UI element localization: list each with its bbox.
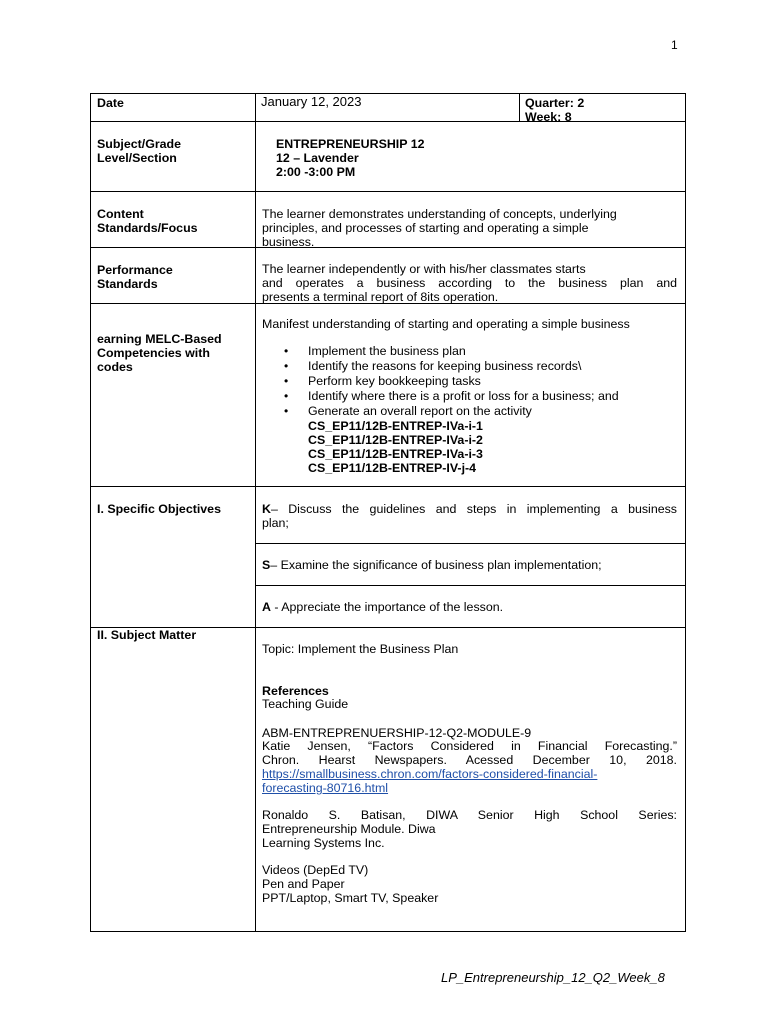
reference-link[interactable]: https://smallbusiness.chron.com/factors-considered-financial- (262, 767, 598, 781)
topic: Topic: Implement the Business Plan (262, 642, 459, 656)
row-divider (91, 121, 685, 122)
competency-code: CS_EP11/12B-ENTREP-IV-j-4 (308, 461, 477, 475)
list-item: • Implement the business plan (262, 344, 619, 359)
competency-code: CS_EP11/12B-ENTREP-IVa-i-1 (308, 419, 483, 433)
objectives-label: I. Specific Objectives (97, 502, 221, 516)
objective-k-text: – Discuss the guidelines and steps in implementing a business (270, 502, 677, 516)
quarter-value: Quarter: 2 (525, 96, 585, 110)
melc-label: codes (97, 360, 133, 374)
references-heading: References (262, 684, 329, 698)
content-standards-label: Content (97, 207, 144, 221)
row-divider (256, 543, 685, 544)
content-standards-text: principles, and processes of starting and operating a simple (262, 221, 589, 235)
material-item: PPT/Laptop, Smart TV, Speaker (262, 891, 439, 905)
melc-codes (308, 419, 483, 475)
reference-link[interactable]: forecasting-80716.html (262, 781, 389, 795)
lesson-plan-table (90, 93, 686, 932)
performance-standards-label: Performance (97, 263, 173, 277)
subject-matter-label: II. Subject Matter (97, 628, 197, 642)
content-standards-text: The learner demonstrates understanding of concepts, underlying (262, 207, 617, 221)
list-item: • Generate an overall report on the activity (262, 404, 619, 419)
page-number: 1 (671, 38, 678, 52)
row-divider (91, 247, 685, 248)
row-divider (91, 486, 685, 487)
melc-label: Competencies with (97, 346, 210, 360)
melc-intro: Manifest understanding of starting and operating a simple business (262, 317, 630, 331)
class-time: 2:00 -3:00 PM (276, 165, 356, 179)
performance-standards-label: Standards (97, 277, 158, 291)
melc-competency-list (262, 344, 619, 419)
objective-skill (262, 558, 602, 572)
objective-s-text: – Examine the significance of business plan implementation; (270, 558, 602, 572)
subject-label: Level/Section (97, 151, 177, 165)
teaching-guide: Teaching Guide (262, 697, 349, 711)
list-item: • Identify where there is a profit or loss for a business; and (262, 389, 619, 404)
date-value: January 12, 2023 (261, 94, 362, 109)
footer-filename: LP_Entrepreneurship_12_Q2_Week_8 (441, 970, 665, 985)
objective-a-prefix: A (262, 600, 271, 614)
performance-standards-text: presents a terminal report of 8its operation. (262, 290, 499, 304)
objective-s-prefix: S (262, 558, 271, 572)
objective-attitude (262, 600, 503, 614)
objective-knowledge (262, 502, 677, 516)
week-value: Week: 8 (525, 110, 572, 124)
competency-code: CS_EP11/12B-ENTREP-IVa-i-3 (308, 447, 483, 461)
subject-label: Subject/Grade (97, 137, 182, 151)
reference-jensen: Katie Jensen, “Factors Considered in Financial Forecasting.” (262, 739, 677, 753)
subject-name: ENTREPRENEURSHIP 12 (276, 137, 425, 151)
material-item: Videos (DepEd TV) (262, 863, 369, 877)
melc-label: earning MELC-Based (97, 332, 222, 346)
list-item: • Identify the reasons for keeping business records\ (262, 359, 619, 374)
row-divider (256, 585, 685, 586)
material-item: Pen and Paper (262, 877, 345, 891)
objective-k-prefix: K (262, 502, 271, 516)
reference-batisan: Learning Systems Inc. (262, 836, 385, 850)
reference-batisan: Entrepreneurship Module. Diwa (262, 822, 436, 836)
objective-knowledge-cont: plan; (262, 516, 289, 530)
reference-jensen: Chron. Hearst Newspapers. Acessed December 10, 2018. (262, 753, 677, 767)
performance-standards-text: and operates a business according to the business plan and (262, 276, 677, 290)
competency-code: CS_EP11/12B-ENTREP-IVa-i-2 (308, 433, 483, 447)
content-standards-text: business. (262, 235, 315, 249)
content-standards-label: Standards/Focus (97, 221, 198, 235)
module-reference: ABM-ENTREPRENUERSHIP-12-Q2-MODULE-9 (262, 726, 532, 740)
grade-section: 12 – Lavender (276, 151, 359, 165)
performance-standards-text: The learner independently or with his/her classmates starts (262, 262, 586, 276)
reference-batisan: Ronaldo S. Batisan, DIWA Senior High School Series: (262, 808, 677, 822)
list-item: • Perform key bookkeeping tasks (262, 374, 619, 389)
date-label: Date (97, 96, 124, 110)
objective-a-text: - Appreciate the importance of the lesson. (270, 600, 504, 614)
column-divider (519, 94, 520, 121)
column-divider (255, 94, 256, 931)
row-divider (91, 191, 685, 192)
